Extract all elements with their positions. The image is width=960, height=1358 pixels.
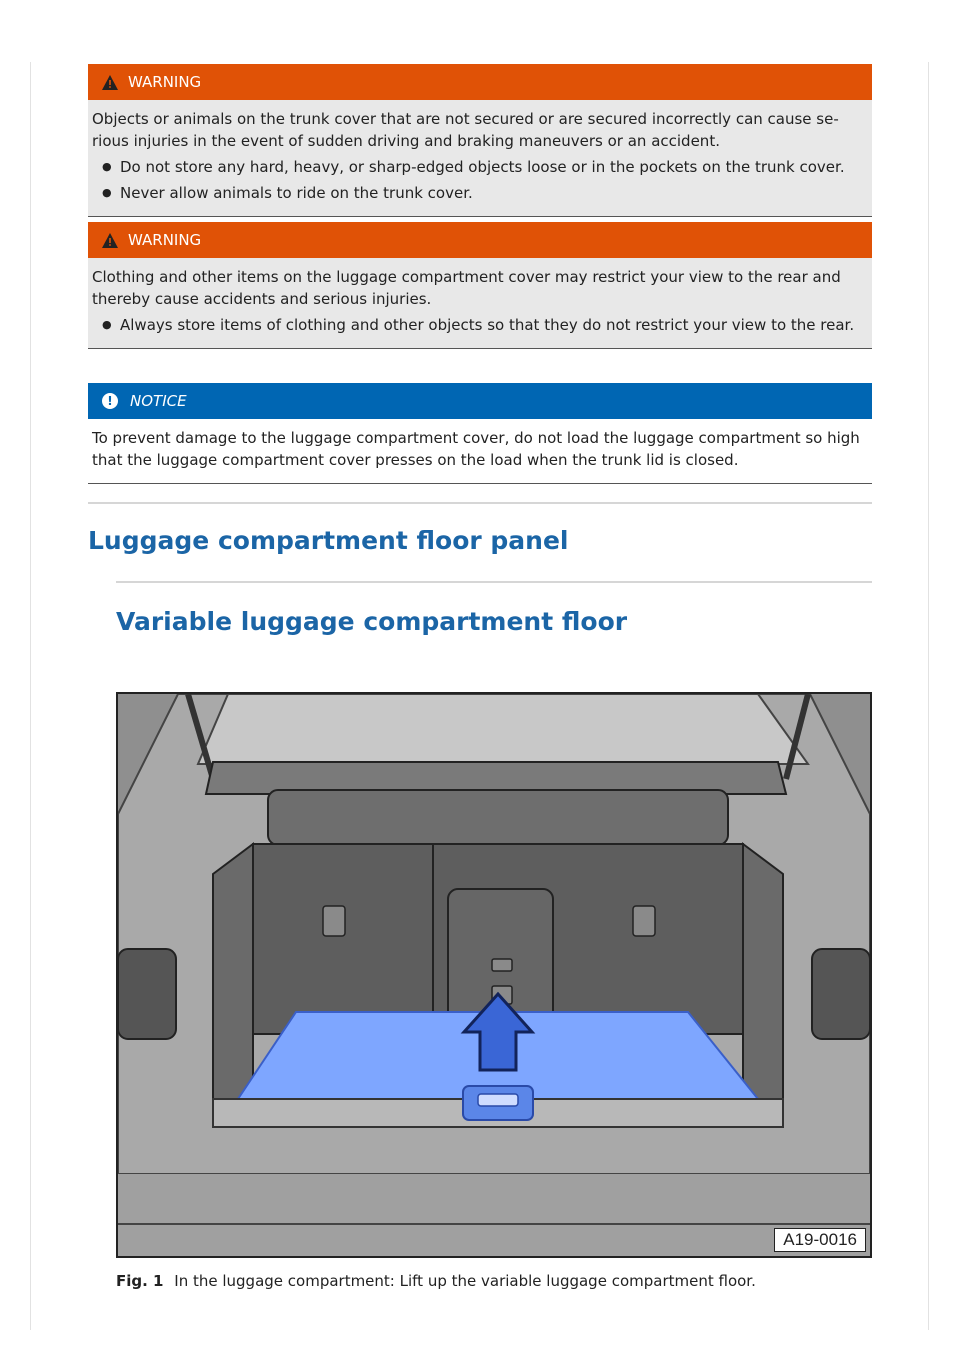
trunk-illustration (116, 692, 872, 1258)
warning-bullet (102, 156, 860, 178)
bullet-text: Never allow animals to ride on the trunk cover. (120, 184, 473, 202)
warning-bullet (102, 314, 860, 336)
warning-body (88, 100, 872, 217)
section-divider (88, 502, 872, 504)
notice-box (88, 383, 872, 484)
bullet-text: Do not store any hard, heavy, or sharp-edged objects loose or in the pockets on the trunk cover. (120, 158, 845, 176)
warning-triangle-icon (102, 75, 118, 90)
subsection-divider (116, 581, 872, 583)
exclamation-icon: ! (102, 393, 118, 409)
bullet-icon: ● (102, 186, 112, 199)
warning-text: Objects or animals on the trunk cover that are not secured or are secured incorrectly can cause se-rious injuries in the event of sudden driving and braking maneuvers or an accident. (92, 110, 839, 150)
bullet-icon: ● (102, 318, 112, 331)
warning-text: Clothing and other items on the luggage compartment cover may restrict your view to the rear and thereby cause accidents and serious injuries. (92, 268, 841, 308)
trunk-drawing (118, 694, 870, 1256)
warning-title: WARNING (128, 231, 202, 249)
warning-title: WARNING (128, 73, 202, 91)
figure-caption-text: In the luggage compartment: Lift up the variable luggage compartment floor. (174, 1272, 756, 1290)
bullet-text: Always store items of clothing and other objects so that they do not restrict your view to the rear. (120, 316, 855, 334)
warning-bullet (102, 182, 860, 204)
warning-header (88, 64, 872, 100)
figure-caption (116, 1272, 756, 1290)
figure-caption-label: Fig. 1 (116, 1272, 164, 1290)
bullet-icon: ● (102, 160, 112, 173)
right-margin-line (928, 62, 929, 1330)
notice-header (88, 383, 872, 419)
warning-box-2 (88, 222, 872, 349)
notice-text: To prevent damage to the luggage compartment cover, do not load the luggage compartment so high that the luggage compartment cover presses on the load when the trunk lid is closed. (92, 429, 860, 469)
section-title: Luggage compartment floor panel (88, 526, 569, 555)
warning-box-1 (88, 64, 872, 217)
notice-title: NOTICE (130, 392, 187, 410)
left-margin-line (30, 62, 31, 1330)
warning-body (88, 258, 872, 349)
figure-id-label: A19-0016 (774, 1228, 866, 1252)
warning-triangle-icon (102, 233, 118, 248)
warning-header (88, 222, 872, 258)
notice-body (88, 419, 872, 484)
subsection-title: Variable luggage compartment floor (116, 607, 628, 636)
